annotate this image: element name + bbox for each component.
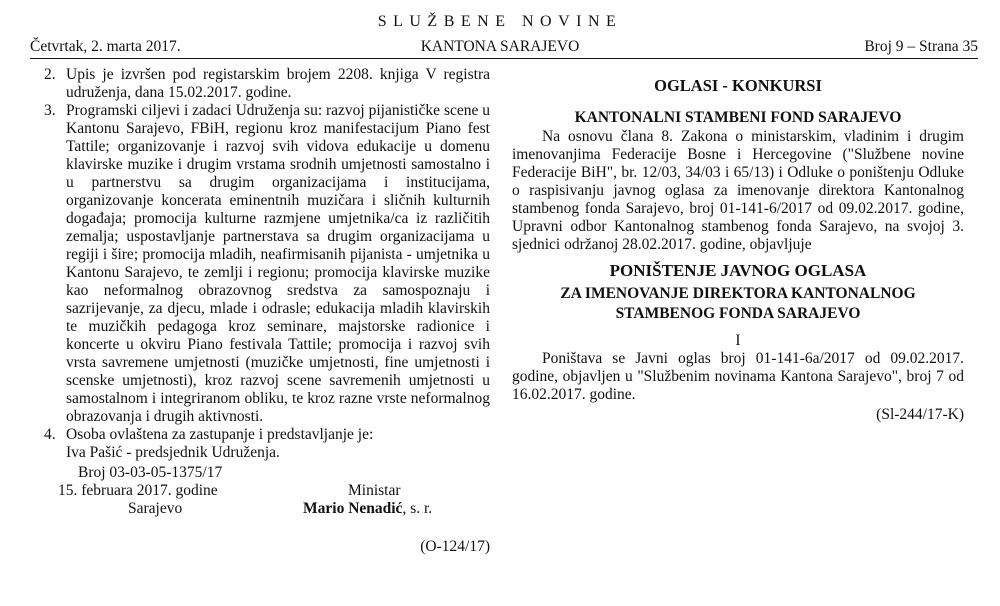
item-text: Upis je izvršen pod registarskim brojem 2208. knjiga V registra udruženja, dana 15.02.2017. godine. [66, 66, 490, 101]
list-item [30, 426, 490, 444]
reference-code: (O-124/17) [420, 538, 490, 555]
document-number: Broj 03-03-05-1375/17 [78, 464, 223, 481]
body-paragraph: Poništava se Javni oglas broj 01-141-6a/2017 od 09.02.2017. godine, objavljen u "Službenim novinama Kantona Sarajevo", broj 7 od 16.02.2017. godine. [512, 350, 964, 403]
page-header [22, 37, 978, 57]
section-title: OGLASI - KONKURSI [654, 76, 822, 95]
representative: Iva Pašić - predsjednik Udruženja. [66, 444, 280, 461]
masthead: SLUŽBENE NOVINE [377, 13, 623, 30]
list-item [30, 102, 490, 426]
organization-title: KANTONALNI STAMBENI FOND SARAJEVO [574, 109, 902, 126]
item-number: 4. [44, 426, 56, 443]
signatory-suffix: , s. r. [402, 500, 433, 517]
canton-name: KANTONA SARAJEVO [420, 38, 580, 55]
right-column [512, 66, 964, 424]
intro-paragraph: Na osnovu člana 8. Zakona o ministarskim, vladinim i drugim imenovanjima Federacije Bosne i Hercegovine ("Službene novine Federacije BiH", br. 12/03, 34/03 i 65/13) i Odluke o poništenju Odluke o raspisivanju javnog oglasa za imenovanje direktora Kantonalnog stambenog fonda Sarajevo, broj 01-141-6/2017 od 09.02.2017. godine, Upravni odbor Kantonalnog stambenog fonda Sarajevo, na svojoj 3. sjednici održanoj 28.02.2017. godine, objavljuje [512, 128, 964, 253]
item-number: 3. [44, 102, 56, 119]
reference-code: (Sl-244/17-K) [876, 406, 964, 423]
issue-number: Broj 9 – Strana 35 [864, 38, 978, 55]
issue-date: Četvrtak, 2. marta 2017. [30, 38, 181, 55]
item-number: 2. [44, 66, 56, 83]
notice-title: PONIŠTENJE JAVNOG OGLASA [609, 261, 867, 280]
notice-subtitle: ZA IMENOVANJE DIREKTORA KANTONALNOG STAMBENOG FONDA SARAJEVO [560, 285, 916, 322]
list-item [30, 66, 490, 102]
signature-block [30, 464, 490, 522]
signatory [303, 500, 432, 518]
left-column [30, 66, 490, 556]
section-numeral: I [735, 332, 741, 349]
signatory-title: Ministar [348, 482, 401, 499]
signatory-name: Mario Nenadić [303, 500, 403, 517]
item-text: Programski ciljevi i zadaci Udruženja su: razvoj pijanističke scene u Kantonu Sarajevo, FBiH, regionu kroz manifestacijum Piano fest Tattile; organizovanje i razvoj svih vidova edukacije u domenu klavirske muzike i drugim vrstama srodnih umjetnosti samostalno i u partnerstvu sa drugim organizacijama i institucijama, organizovanje koncerata eminentnih muzičara i sličnih kulturnih događaja; promocija kulturne razmjene umjetnika/ca iz različitih zemalja; uspostavljanje partnerstava sa drugim organizacijama u regiji i šire; promocija mladih, neafirmisanih pijanista - umjetnika u Kantonu Sarajevo, te zemlji i regionu; promocija klavirske muzike kao neformalnog obrazovnog sredstva za samospoznaju i sazrijevanje, za djecu, mlade i odrasle; edukacija mladih klavirskih te muzičkih pedagoga kroz seminare, majstorske radionice i koncerte u okviru Piano festivala Tattile; promocija i razvoj svih vrsta savremene umjetnosti (muzičke umjetnosti, fine umjetnosti i scenske umjetnosti), kroz razvoj scene savremenih umjetnosti u samostalnom i integriranom obliku, te kroz razne vrste neformalnog obrazovanja i drugih aktivnosti. [66, 102, 490, 425]
document-city: Sarajevo [128, 500, 183, 517]
item-text: Osoba ovlaštena za zastupanje i predstavljanje je: [66, 426, 374, 443]
header-rule [30, 58, 978, 59]
document-date: 15. februara 2017. godine [58, 482, 218, 499]
